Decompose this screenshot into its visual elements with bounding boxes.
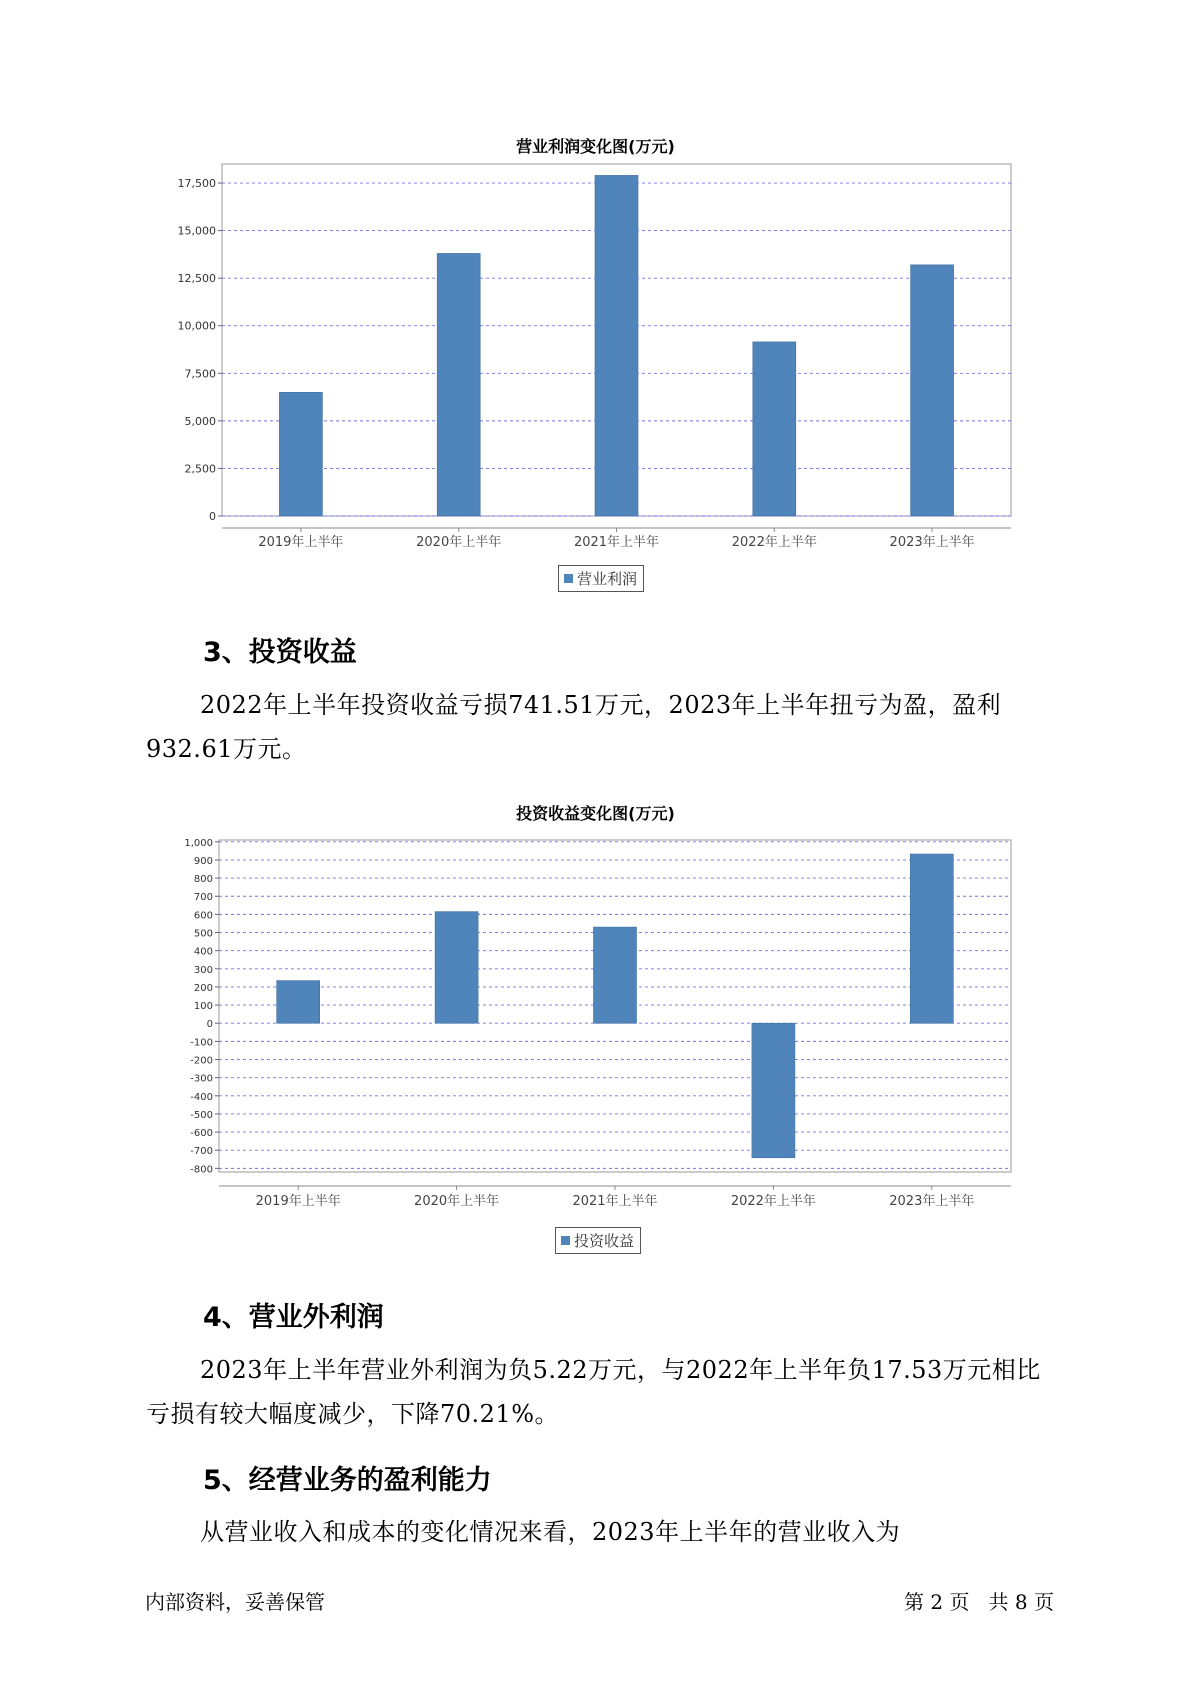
chart2-ytick-label: -800	[190, 1164, 213, 1176]
section4-paragraph	[146, 1348, 1056, 1436]
footer-page-label: 第 2 页	[904, 1590, 970, 1614]
chart1-ytick-label: 2,500	[184, 462, 216, 476]
chart2-ytick-label: -500	[190, 1109, 213, 1121]
chart2-ytick-label: -600	[190, 1128, 213, 1140]
chart2-ytick-label: -700	[190, 1146, 213, 1158]
section3-text: 2022年上半年投资收益亏损741.51万元，2023年上半年扭亏为盈，盈利932.61万元。	[146, 691, 1002, 763]
chart1-ytick-label: 7,500	[184, 367, 216, 381]
chart1-xtick-label: 2022年上半年	[731, 535, 817, 550]
chart1-title: 营业利润变化图(万元)	[516, 137, 675, 156]
chart1-legend	[558, 565, 644, 592]
footer-confidential: 内部资料，妥善保管	[145, 1590, 325, 1614]
chart2-legend-label: 投资收益	[574, 1232, 635, 1250]
chart2-ytick-label: 100	[193, 1001, 213, 1013]
section5-paragraph	[146, 1510, 1056, 1554]
section5-heading: 5、经营业务的盈利能力	[203, 1465, 492, 1496]
chart2-ytick-label: 700	[193, 892, 213, 904]
chart2-xtick-label: 2022年上半年	[730, 1194, 816, 1209]
chart1-ytick-label: 5,000	[184, 414, 216, 428]
chart2-ytick-label: 900	[193, 855, 213, 867]
chart2-ytick-label: 500	[193, 928, 213, 940]
chart1-ytick-label: 12,500	[177, 272, 216, 286]
legend-swatch	[564, 574, 573, 583]
chart1-bar	[911, 265, 954, 516]
chart2-bar	[752, 1023, 795, 1158]
chart1-plot	[0, 160, 1191, 550]
chart1-ytick-label: 15,000	[177, 224, 216, 238]
chart2-xtick-label: 2019年上半年	[255, 1194, 341, 1209]
footer-total-label: 共 8 页	[988, 1590, 1054, 1614]
chart1-legend-label: 营业利润	[577, 570, 638, 588]
chart2-ytick-label: 1,000	[184, 837, 213, 849]
chart1-bar	[753, 342, 796, 516]
chart1-xtick-label: 2021年上半年	[573, 535, 660, 550]
chart2-ytick-label: 300	[193, 964, 213, 976]
footer-page-number	[904, 1586, 1054, 1615]
chart2-bar	[277, 981, 320, 1024]
chart1-xtick-label: 2019年上半年	[258, 535, 344, 550]
chart2-ytick-label: 800	[193, 874, 213, 886]
chart1-ytick-label: 0	[209, 510, 216, 523]
chart2-bar	[910, 854, 953, 1023]
chart2-ytick-label: -400	[190, 1091, 213, 1103]
chart2-ytick-label: -200	[190, 1055, 213, 1067]
chart1-ytick-label: 10,000	[177, 319, 216, 333]
chart1-xtick-label: 2023年上半年	[889, 535, 975, 550]
chart2-bar	[435, 912, 478, 1024]
chart2-bar	[594, 927, 637, 1023]
chart2-xtick-label: 2023年上半年	[889, 1194, 975, 1209]
chart2-ytick-label: 200	[193, 982, 213, 994]
legend-swatch	[561, 1236, 570, 1245]
chart2-xtick-label: 2020年上半年	[414, 1194, 500, 1209]
section5-text: 从营业收入和成本的变化情况来看，2023年上半年的营业收入为	[200, 1518, 901, 1546]
chart2-ytick-label: -100	[190, 1037, 213, 1049]
section3-paragraph	[146, 683, 1056, 771]
chart1-bar	[437, 253, 480, 516]
section4-text: 2023年上半年营业外利润为负5.22万元，与2022年上半年负17.53万元相比亏损有较大幅度减少，下降70.21%。	[146, 1356, 1041, 1428]
section4-heading: 4、营业外利润	[203, 1302, 384, 1333]
chart1-xtick-label: 2020年上半年	[416, 535, 502, 550]
chart1-bar	[595, 175, 638, 516]
chart2-ytick-label: -300	[190, 1073, 213, 1085]
chart1-bar	[279, 392, 322, 516]
chart1-ytick-label: 17,500	[177, 177, 216, 191]
chart2-legend	[555, 1227, 641, 1254]
chart2-title: 投资收益变化图(万元)	[516, 804, 675, 823]
chart2-xtick-label: 2021年上半年	[572, 1194, 658, 1209]
section3-heading: 3、投资收益	[203, 637, 357, 668]
chart2-plot	[0, 830, 1191, 1210]
chart2-ytick-label: 400	[193, 946, 213, 958]
chart2-ytick-label: 0	[206, 1019, 213, 1031]
chart2-ytick-label: 600	[193, 910, 213, 922]
